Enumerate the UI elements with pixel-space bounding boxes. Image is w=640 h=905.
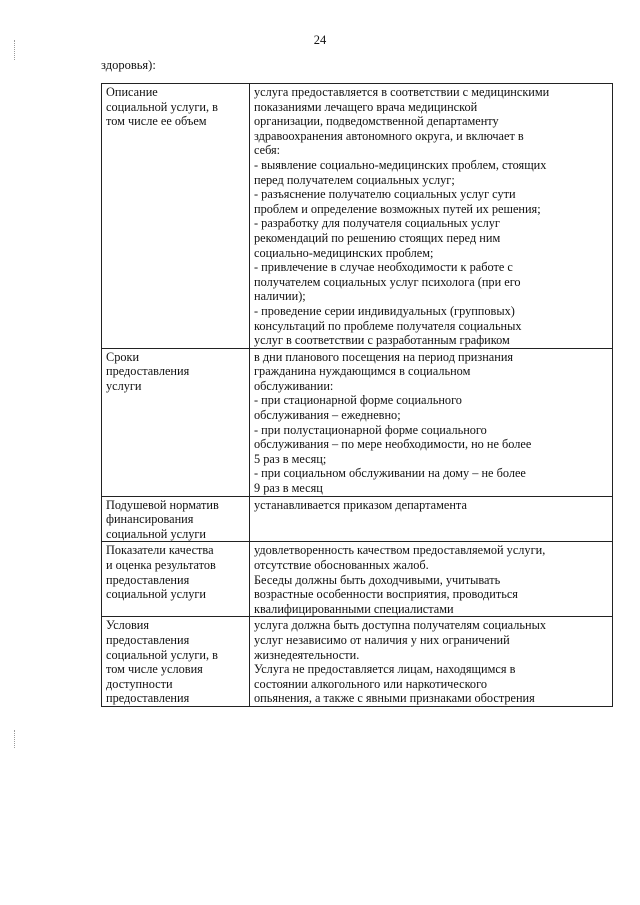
table-row xyxy=(102,496,613,542)
row-value-line: показаниями лечащего врача медицинской xyxy=(254,99,478,114)
row-value-line: опьянения, а также с явными признаками обострения xyxy=(254,691,535,706)
row-label-line: финансирования xyxy=(106,512,194,527)
row-value-cell xyxy=(250,542,613,617)
row-value-line: получателем социальных услуг психолога (при его xyxy=(254,274,521,289)
row-label-line: социальной услуги, в xyxy=(106,99,218,114)
row-label-cell xyxy=(102,84,250,349)
row-value-line: здравоохранения автономного округа, и включает в xyxy=(254,128,524,143)
row-label-cell xyxy=(102,542,250,617)
row-value-line: в дни планового посещения на период признания xyxy=(254,349,514,364)
row-value-line: 5 раз в месяц; xyxy=(254,451,327,466)
table-row xyxy=(102,542,613,617)
row-value-line: состоянии алкогольного или наркотического xyxy=(254,676,487,691)
table-row xyxy=(102,348,613,496)
row-value-line: консультаций по проблеме получателя социальных xyxy=(254,318,522,333)
row-label-line: Показатели качества xyxy=(106,543,214,558)
continuation-text: здоровья): xyxy=(101,58,156,72)
row-label-cell xyxy=(102,617,250,707)
row-value-line: удовлетворенность качеством предоставляемой услуги, xyxy=(254,543,546,558)
row-value-line: - разъяснение получателю социальных услуг сути xyxy=(254,187,516,202)
row-value-line: услуг независимо от наличия у них ограничений xyxy=(254,632,510,647)
row-value-line: - проведение серии индивидуальных (групповых) xyxy=(254,303,515,318)
row-label-line: предоставления xyxy=(106,364,190,379)
row-label-cell xyxy=(102,348,250,496)
row-value-line: гражданина нуждающимся в социальном xyxy=(254,364,471,379)
row-value-line: социально-медицинских проблем; xyxy=(254,245,434,260)
row-value-line: - привлечение в случае необходимости к работе с xyxy=(254,260,513,275)
row-value-line: обслуживании: xyxy=(254,378,334,393)
row-label-line: предоставления xyxy=(106,572,190,587)
row-label-line: предоставления xyxy=(106,691,190,706)
row-value-line: рекомендаций по решению стоящих перед ним xyxy=(254,230,501,245)
row-value-line: - при стационарной форме социального xyxy=(254,393,462,408)
row-label-line: социальной услуги, в xyxy=(106,647,218,662)
row-value-line: жизнедеятельности. xyxy=(254,647,360,662)
row-value-line: - при полустационарной форме социального xyxy=(254,422,487,437)
row-value-line: организации, подведомственной департаменту xyxy=(254,114,499,129)
row-value-cell xyxy=(250,617,613,707)
row-label-line: социальной услуги xyxy=(106,587,206,602)
row-label-line: Подушевой норматив xyxy=(106,497,219,512)
row-label-line: Описание xyxy=(106,85,158,99)
row-label-line: услуги xyxy=(106,378,142,393)
row-value-line: Услуга не предоставляется лицам, находящимся в xyxy=(254,662,516,677)
row-value-line: себя: xyxy=(254,143,281,158)
row-label-line: том числе ее объем xyxy=(106,114,207,129)
row-label-line: социальной услуги xyxy=(106,526,206,541)
table-row xyxy=(102,617,613,707)
row-label-line: предоставления xyxy=(106,632,190,647)
margin-mark-bottom xyxy=(14,730,16,748)
table-row xyxy=(102,84,613,349)
margin-mark-top xyxy=(14,40,16,60)
row-value-line: отсутствие обоснованных жалоб. xyxy=(254,558,429,572)
row-label-line: Условия xyxy=(106,618,150,633)
row-label-line: Сроки xyxy=(106,349,140,364)
row-value-line: устанавливается приказом департамента xyxy=(254,497,467,512)
row-value-line: - разработку для получателя социальных услуг xyxy=(254,216,500,231)
row-value-line: Беседы должны быть доходчивыми, учитывать xyxy=(254,572,501,587)
row-value-cell xyxy=(250,84,613,349)
row-value-cell xyxy=(250,496,613,542)
page-number: 24 xyxy=(313,33,327,47)
row-value-line: - при социальном обслуживании на дому – не более xyxy=(254,466,526,481)
row-value-line: проблем и определение возможных путей их решения; xyxy=(254,201,541,216)
row-value-line: возрастные особенности восприятия, проводиться xyxy=(254,587,518,602)
row-value-line: услуг в соответствии с разработанным графиком xyxy=(254,333,510,348)
row-label-cell xyxy=(102,496,250,542)
row-value-cell xyxy=(250,348,613,496)
row-value-line: - выявление социально-медицинских проблем, стоящих xyxy=(254,157,547,172)
row-value-line: услуга предоставляется в соответствии с медицинскими xyxy=(254,85,550,99)
row-label-line: том числе условия xyxy=(106,662,203,677)
row-label-line: и оценка результатов xyxy=(106,558,216,572)
row-value-line: наличии); xyxy=(254,289,306,304)
row-value-line: 9 раз в месяц xyxy=(254,481,323,496)
row-value-line: обслуживания – по мере необходимости, но не более xyxy=(254,437,532,452)
row-value-line: перед получателем социальных услуг; xyxy=(254,172,455,187)
row-value-line: квалифицированными специалистами xyxy=(254,601,454,616)
row-value-line: услуга должна быть доступна получателям социальных xyxy=(254,618,546,633)
row-label-line: доступности xyxy=(106,676,173,691)
service-description-table xyxy=(101,83,613,707)
row-value-line: обслуживания – ежедневно; xyxy=(254,408,401,423)
